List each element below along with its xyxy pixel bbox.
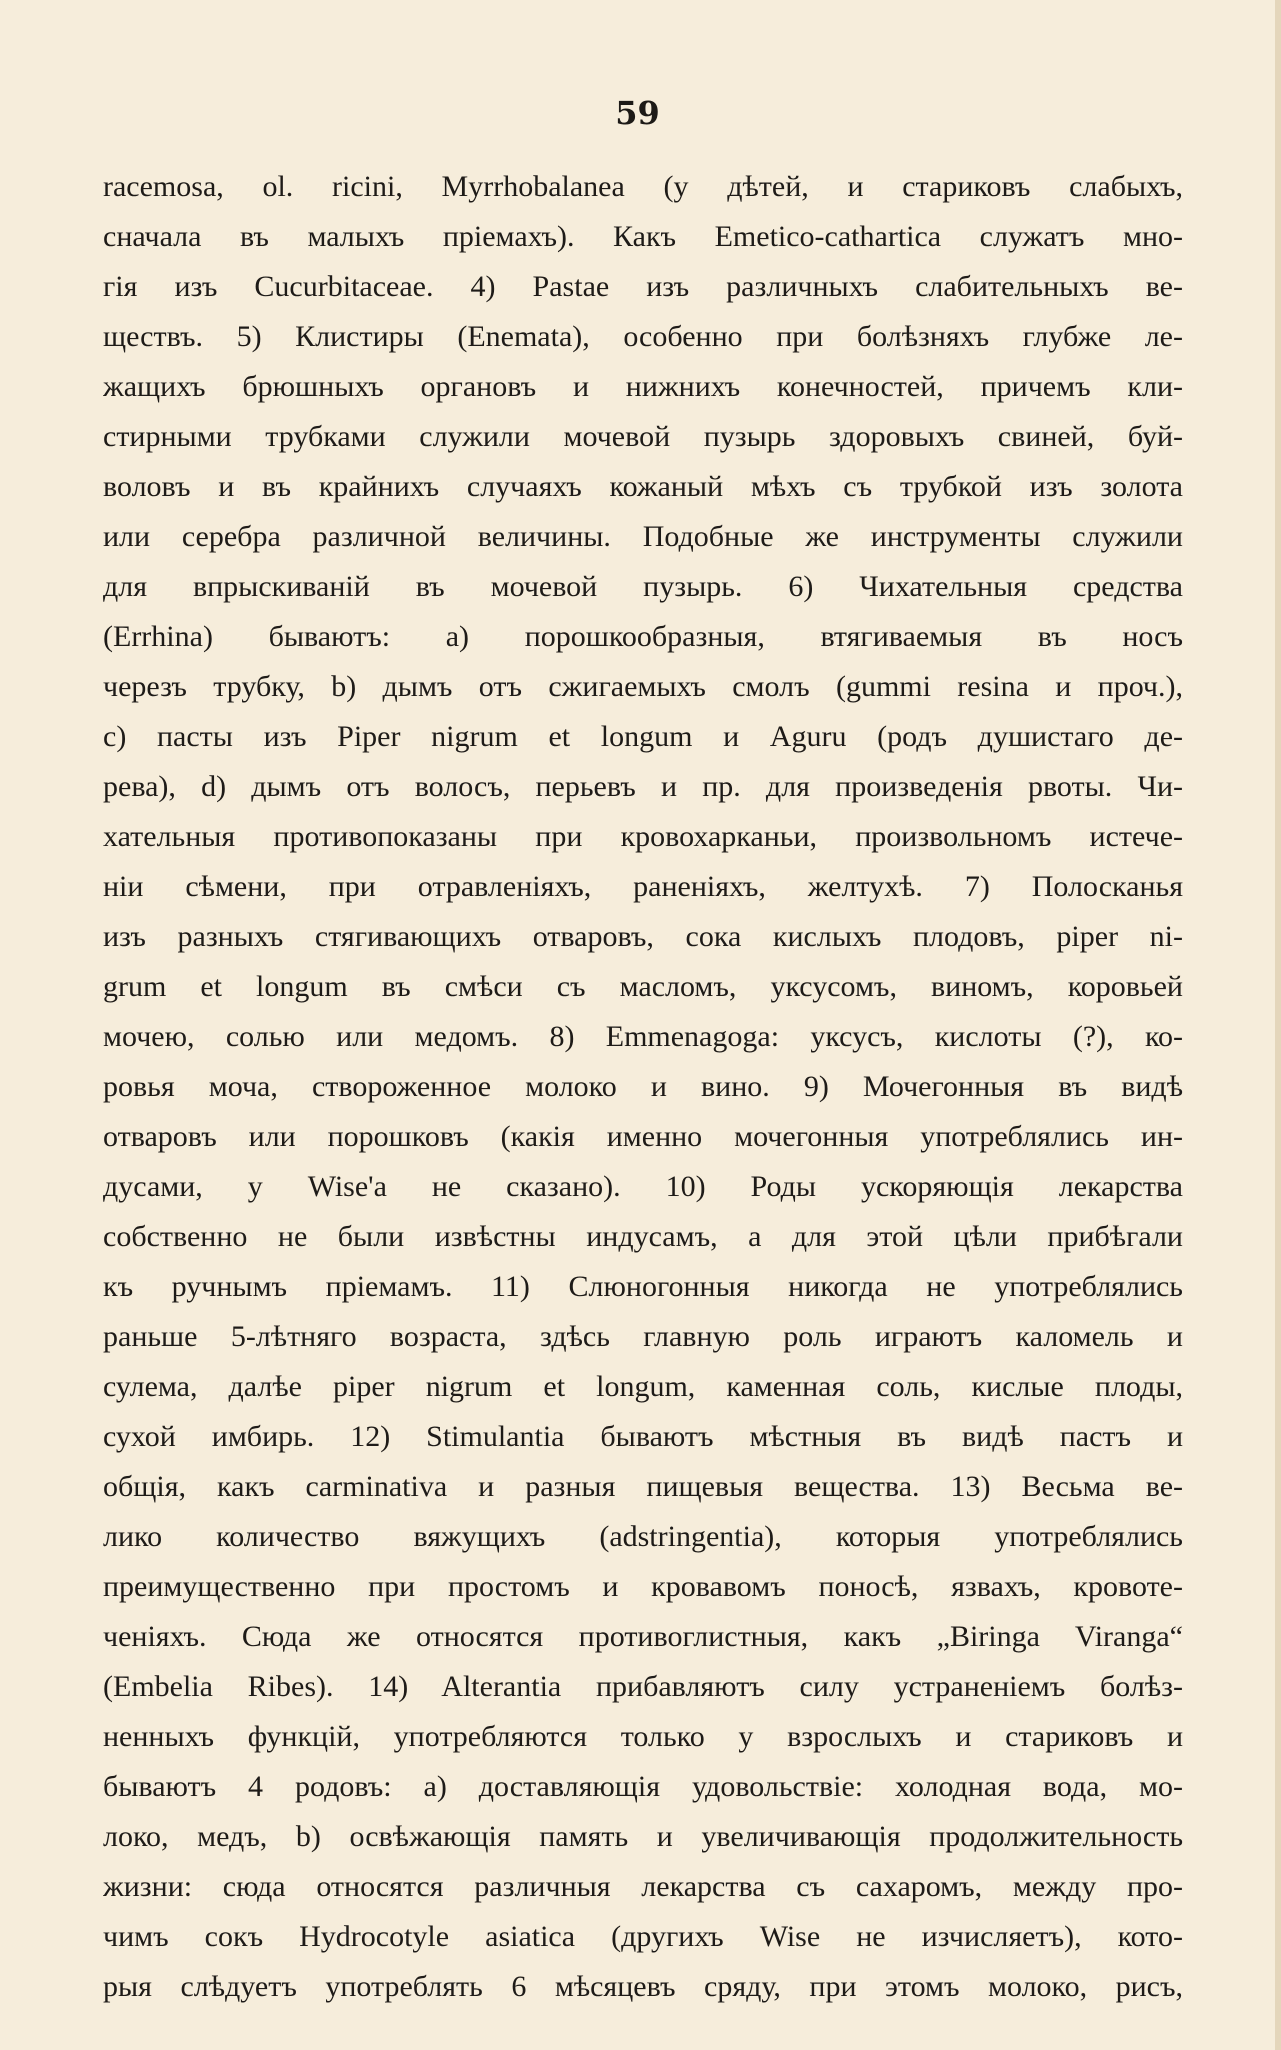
body-text [103,162,1183,2012]
text-line: рева), d) дымъ отъ волосъ, перьевъ и пр. для произведенія рвоты. Чи- [103,770,1183,803]
text-line: рыя слѣдуетъ употреблять 6 мѣсяцевъ сряду, при этомъ молоко, рисъ, [103,1970,1183,2003]
text-line: (Embelia Ribes). 14) Alterantia прибавляютъ силу устраненіемъ болѣз- [103,1670,1183,1703]
text-line: локо, медъ, b) освѣжающія память и увеличивающія продолжительность [103,1820,1183,1853]
text-line: ществъ. 5) Клистиры (Enemata), особенно при болѣзняхъ глубже ле- [103,320,1183,353]
text-line: отваровъ или порошковъ (какія именно мочегонныя употреблялись ин- [103,1120,1183,1153]
text-line: собственно не были извѣстны индусамъ, а для этой цѣли прибѣгали [103,1220,1183,1253]
text-line: дусами, у Wise'а не сказано). 10) Роды ускоряющія лекарства [103,1170,1183,1203]
page-number: 59 [615,94,660,132]
text-line: c) пасты изъ Piper nigrum et longum и Aguru (родъ душистаго де- [103,720,1183,753]
text-line: ровья моча, створоженное молоко и вино. 9) Мочегонныя въ видѣ [103,1070,1183,1103]
text-line: изъ разныхъ стягивающихъ отваровъ, сока кислыхъ плодовъ, piper ni- [103,920,1183,953]
text-line: воловъ и въ крайнихъ случаяхъ кожаный мѣхъ съ трубкой изъ золота [103,470,1183,503]
text-line: гія изъ Cucurbitaceae. 4) Pastae изъ различныхъ слабительныхъ ве- [103,270,1183,303]
text-line: мочею, солью или медомъ. 8) Emmenagoga: уксусъ, кислоты (?), ко- [103,1020,1183,1053]
text-line: ненныхъ функцій, употребляются только у взрослыхъ и стариковъ и [103,1720,1183,1753]
text-line: сулема, далѣе piper nigrum et longum, каменная соль, кислые плоды, [103,1370,1183,1403]
text-line: grum et longum въ смѣси съ масломъ, уксусомъ, виномъ, коровьей [103,970,1183,1003]
text-line: сначала въ малыхъ пріемахъ). Какъ Emetico-cathartica служатъ мно- [103,220,1183,253]
text-line: преимущественно при простомъ и кровавомъ поносѣ, язвахъ, кровоте- [103,1570,1183,1603]
text-line: раньше 5-лѣтняго возраста, здѣсь главную роль играютъ каломель и [103,1320,1183,1353]
text-line: сухой имбирь. 12) Stimulantia бываютъ мѣстныя въ видѣ пастъ и [103,1420,1183,1453]
text-line: жащихъ брюшныхъ органовъ и нижнихъ конечностей, причемъ кли- [103,370,1183,403]
text-line: стирными трубками служили мочевой пузырь здоровыхъ свиней, буй- [103,420,1183,453]
text-line: или серебра различной величины. Подобные же инструменты служили [103,520,1183,553]
text-line: чимъ сокъ Hydrocotyle asiatica (другихъ Wise не изчисляетъ), кото- [103,1920,1183,1953]
text-line: ченіяхъ. Сюда же относятся противоглистныя, какъ „Biringa Viranga“ [103,1620,1183,1653]
text-line: общія, какъ carminativa и разныя пищевыя вещества. 13) Весьма ве- [103,1470,1183,1503]
text-line: жизни: сюда относятся различныя лекарства съ сахаромъ, между про- [103,1870,1183,1903]
text-line: лико количество вяжущихъ (adstringentia), которыя употреблялись [103,1520,1183,1553]
text-line: къ ручнымъ пріемамъ. 11) Слюногонныя никогда не употреблялись [103,1270,1183,1303]
text-line: (Errhina) бываютъ: a) порошкообразныя, втягиваемыя въ носъ [103,620,1183,653]
text-line: хательныя противопоказаны при кровохарканьи, произвольномъ истече- [103,820,1183,853]
text-line: бываютъ 4 родовъ: a) доставляющія удовольствіе: холодная вода, мо- [103,1770,1183,1803]
text-line: черезъ трубку, b) дымъ отъ сжигаемыхъ смолъ (gummi resina и проч.), [103,670,1183,703]
text-line: ніи сѣмени, при отравленіяхъ, раненіяхъ, желтухѣ. 7) Полосканья [103,870,1183,903]
text-line: racemosa, ol. ricini, Myrrhobalanea (у дѣтей, и стариковъ слабыхъ, [103,170,1183,203]
text-line: для впрыскиваній въ мочевой пузырь. 6) Чихательныя средства [103,570,1183,603]
